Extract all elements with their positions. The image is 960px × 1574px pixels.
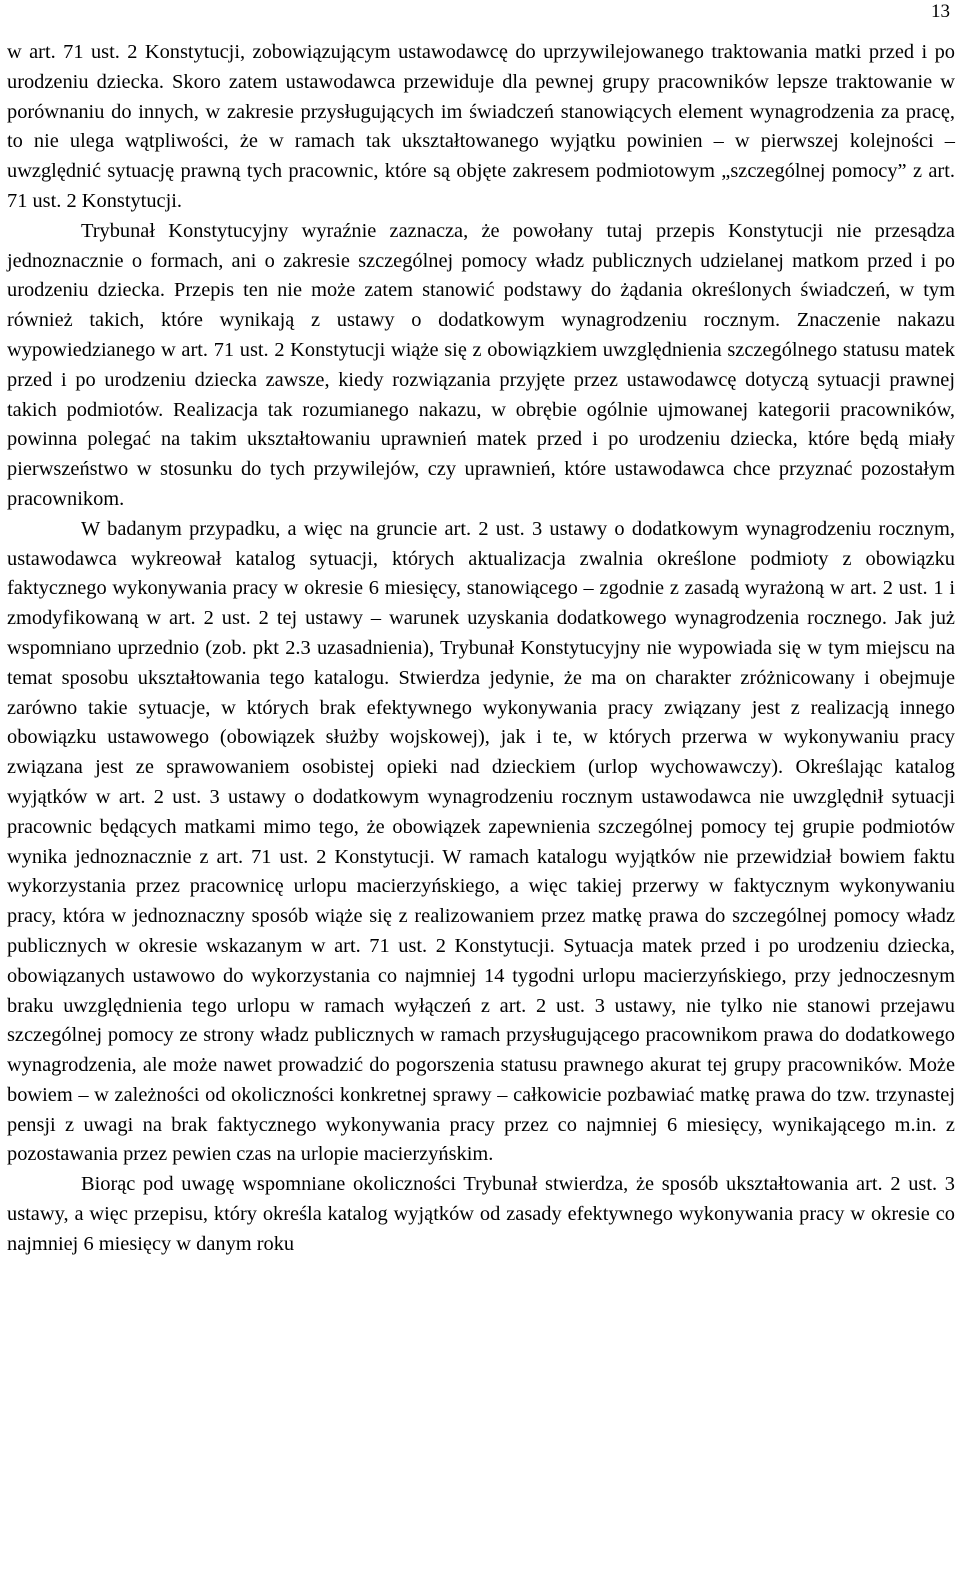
page-number: 13 [931, 1, 950, 22]
paragraph-4: Biorąc pod uwagę wspomniane okoliczności Trybunał stwierdza, że sposób ukształtowania art. 2 ust. 3 ustawy, a więc przepisu, który określa katalog wyjątków od zasady efektywnego wykonywania pracy w okresie co najmniej 6 miesięcy w danym roku [7, 1173, 955, 1255]
document-body [7, 38, 955, 1260]
paragraph-2: Trybunał Konstytucyjny wyraźnie zaznacza, że powołany tutaj przepis Konstytucji nie przesądza jednoznacznie o formach, ani o zakresie szczególnej pomocy władz publicznych udzielanej matkom przed i po urodzeniu dziecka. Przepis ten nie może zatem stanowić podstawy do żądania określonych świadczeń, w tym również takich, które wynikają z ustawy o dodatkowym wynagrodzeniu rocznym. Znaczenie nakazu wypowiedzianego w art. 71 ust. 2 Konstytucji wiąże się z obowiązkiem uwzględnienia szczególnego statusu matek przed i po urodzeniu dziecka zawsze, kiedy rozwiązania przyjęte przez ustawodawcę dotyczą sytuacji prawnej takich podmiotów. Realizacja tak rozumianego nakazu, w obrębie ogólnie ujmowanej kategorii pracowników, powinna polegać na takim ukształtowaniu uprawnień matek przed i po urodzeniu dziecka, które będą miały pierwszeństwo w stosunku do tych przywilejów, czy uprawnień, które ustawodawca chce przyznać pozostałym pracownikom. [7, 219, 955, 510]
paragraph-1: w art. 71 ust. 2 Konstytucji, zobowiązującym ustawodawcę do uprzywilejowanego traktowania matki przed i po urodzeniu dziecka. Skoro zatem ustawodawca przewiduje dla pewnej grupy pracowników lepsze traktowanie w porównaniu do innych, w zakresie przysługujących im świadczeń stanowiących element wynagrodzenia za pracę, to nie ulega wątpliwości, że w ramach tak ukształtowanego wyjątku powinien – w pierwszej kolejności – uwzględnić sytuację prawną tych pracownic, które są objęte zakresem podmiotowym „szczególnej pomocy” z art. 71 ust. 2 Konstytucji. [7, 41, 955, 212]
paragraph-3: W badanym przypadku, a więc na gruncie art. 2 ust. 3 ustawy o dodatkowym wynagrodzeniu rocznym, ustawodawca wykreował katalog sytuacji, których aktualizacja zwalnia określone podmioty z obowiązku faktycznego wykonywania pracy w okresie 6 miesięcy, stanowiącego – zgodnie z zasadą wyrażoną w art. 2 ust. 1 i zmodyfikowaną w art. 2 ust. 2 tej ustawy – warunek uzyskania dodatkowego wynagrodzenia rocznego. Jak już wspomniano uprzednio (zob. pkt 2.3 uzasadnienia), Trybunał Konstytucyjny nie wypowiada się w tym miejscu na temat sposobu ukształtowania tego katalogu. Stwierdza jedynie, że ma on charakter zróżnicowany i obejmuje zarówno takie sytuacje, w których brak efektywnego wykonywania pracy związany jest z realizacją innego obowiązku ustawowego (obowiązek służby wojskowej), jak i te, w których przerwa w wykonywaniu pracy związana jest ze sprawowaniem osobistej opieki nad dzieckiem (urlop wychowawczy). Określając katalog wyjątków w art. 2 ust. 3 ustawy o dodatkowym wynagrodzeniu rocznym ustawodawca nie uwzględnił sytuacji pracownic będących matkami mimo tego, że obowiązek zapewnienia szczególnej pomocy tej grupie podmiotów wynika jednoznacznie z art. 71 ust. 2 Konstytucji. W ramach katalogu wyjątków nie przewidział bowiem faktu wykorzystania przez pracownicę urlopu macierzyńskiego, a więc takiej przerwy w faktycznym wykonywaniu pracy, która w jednoznaczny sposób wiąże się z realizowaniem przez matkę prawa do szczególnej pomocy władz publicznych w okresie wskazanym w art. 71 ust. 2 Konstytucji. Sytuacja matek przed i po urodzeniu dziecka, obowiązanych ustawowo do wykorzystania co najmniej 14 tygodni urlopu macierzyńskiego, przy jednoczesnym braku uwzględnienia tego urlopu w ramach wyłączeń z art. 2 ust. 3 ustawy, nie tylko nie stanowi przejawu szczególnej pomocy ze strony władz publicznych w ramach przysługującego pracownikom prawa do dodatkowego wynagrodzenia, ale może nawet prowadzić do pogorszenia statusu prawnego akurat tej grupy pracowników. Może bowiem – w zależności od okoliczności konkretnej sprawy – całkowicie pozbawiać matkę prawa do tzw. trzynastej pensji z uwagi na brak faktycznego wykonywania pracy przez co najmniej 6 miesięcy, wynikającego m.in. z pozostawania przez pewien czas na urlopie macierzyńskim. [7, 517, 955, 1166]
